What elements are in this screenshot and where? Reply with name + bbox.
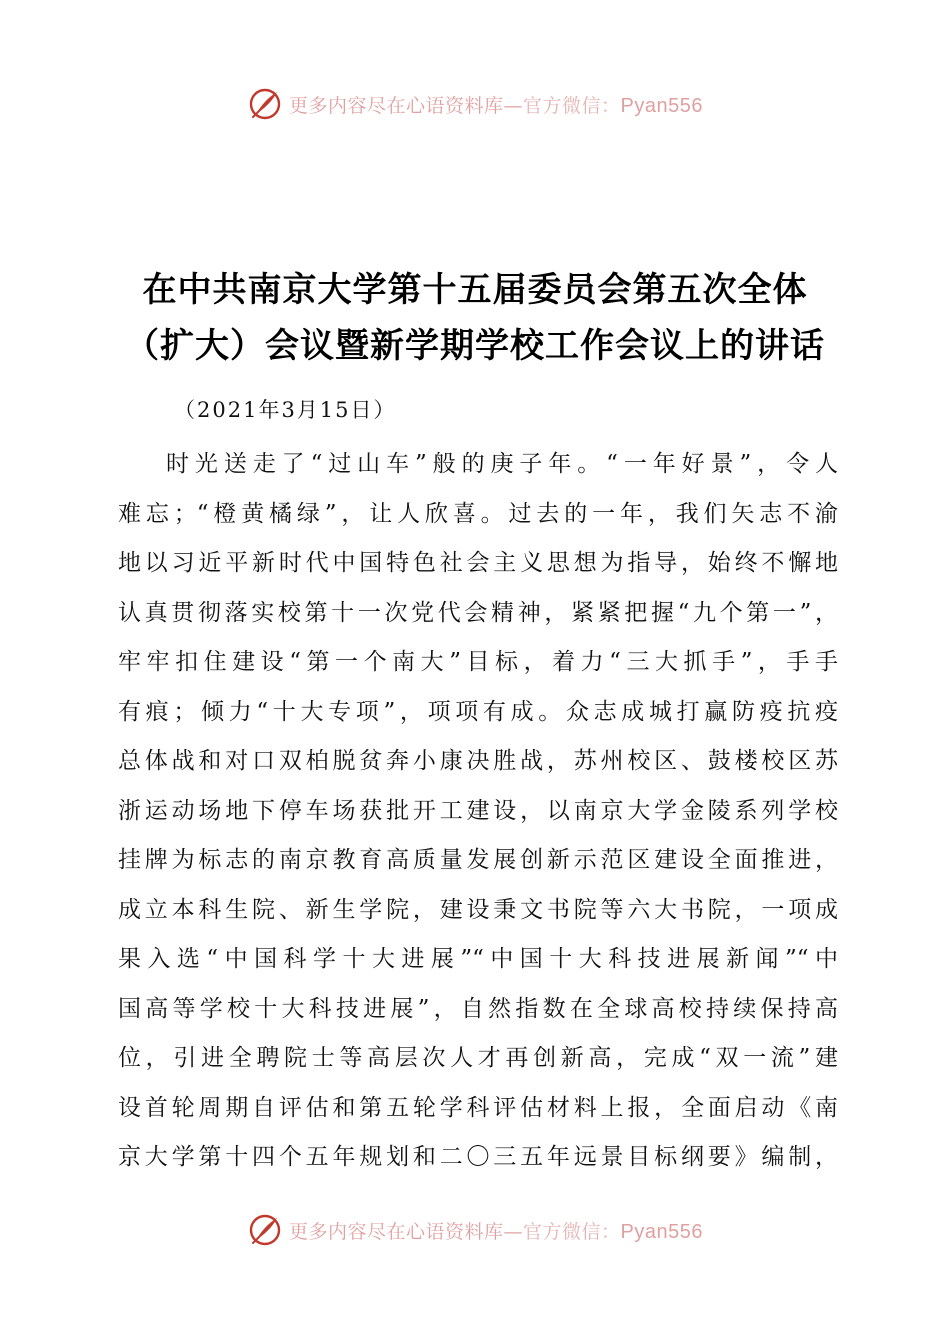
paragraph-line: 位，引进全聘院士等高层次人才再创新高，完成“双一流”建 [118, 1045, 838, 1071]
paragraph-line: 总体战和对口双柏脱贫奔小康决胜战，苏州校区、鼓楼校区苏 [118, 748, 838, 774]
paragraph-line: 时光送走了“过山车”般的庚子年。“一年好景”，令人 [166, 451, 838, 477]
header-separator: — [503, 94, 524, 117]
document-body [118, 440, 838, 1183]
paragraph-line: 浙运动场地下停车场获批开工建设，以南京大学金陵系列学校 [118, 797, 838, 824]
footer-separator: — [503, 1220, 524, 1243]
paragraph-line: 京大学第十四个五年规划和二〇三五年远景目标纲要》编制， [118, 1144, 838, 1170]
footer-site-text: 更多内容尽在心语资料库 [289, 1220, 504, 1243]
header-wechat-id: Pyan556 [620, 94, 703, 117]
paragraph-line: 果入选“中国科学十大进展”“中国十大科技进展新闻”“中 [118, 946, 838, 972]
paragraph-line: 成立本科生院、新生学院，建设秉文书院等六大书院，一项成 [118, 896, 838, 923]
footer-watermark-banner [0, 1210, 950, 1250]
header-watermark-text [289, 91, 703, 118]
paragraph-line: 有痕；倾力“十大专项”，项项有成。众志成城打赢防疫抗疫 [118, 698, 838, 725]
title-line-1: 在中共南京大学第十五届委员会第五次全体 [142, 270, 808, 310]
document-title [0, 262, 950, 374]
speech-date: （2021年3月15日） [174, 398, 397, 422]
header-watermark-banner [0, 84, 950, 124]
header-site-text: 更多内容尽在心语资料库 [289, 94, 504, 117]
quill-logo-icon [247, 86, 283, 122]
paragraph-line: 设首轮周期自评估和第五轮学科评估材料上报，全面启动《南 [118, 1094, 838, 1121]
header-official-text: 官方微信： [523, 94, 621, 117]
paragraph-line: 国高等学校十大科技进展”，自然指数在全球高校持续保持高 [118, 995, 838, 1022]
quill-logo-icon [247, 1212, 283, 1248]
paragraph-line: 认真贯彻落实校第十一次党代会精神，紧紧把握“九个第一”， [118, 599, 838, 626]
paragraph-line: 难忘；“橙黄橘绿”，让人欣喜。过去的一年，我们矢志不渝 [118, 500, 838, 527]
footer-official-text: 官方微信： [523, 1220, 621, 1243]
paragraph-line: 牢牢扣住建设“第一个南大”目标，着力“三大抓手”，手手 [118, 649, 838, 675]
paragraph-line: 挂牌为标志的南京教育高质量发展创新示范区建设全面推进， [118, 847, 838, 873]
footer-wechat-id: Pyan556 [620, 1220, 703, 1243]
paragraph-line: 地以习近平新时代中国特色社会主义思想为指导，始终不懈地 [118, 550, 838, 576]
title-line-2: （扩大）会议暨新学期学校工作会议上的讲话 [125, 326, 825, 366]
footer-watermark-text [289, 1217, 703, 1244]
